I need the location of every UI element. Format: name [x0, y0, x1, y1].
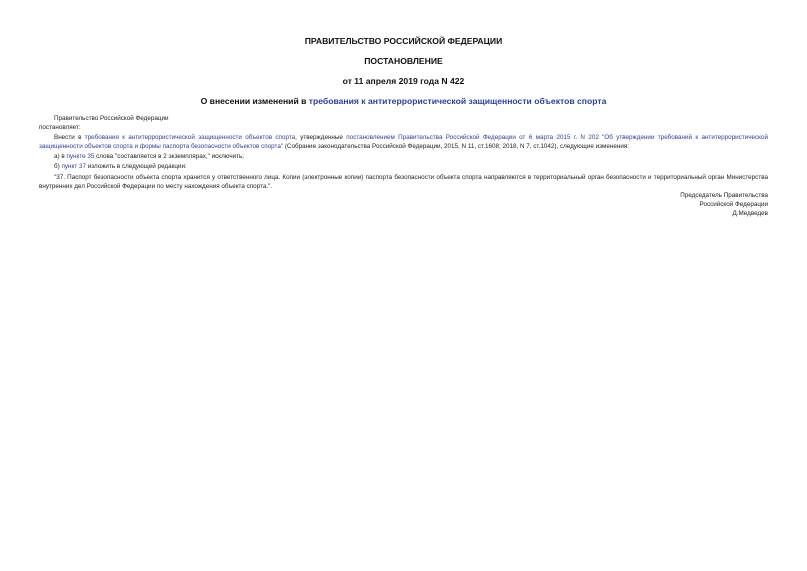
amendment-paragraph	[39, 133, 768, 151]
item-a	[39, 152, 768, 161]
government-header: ПРАВИТЕЛЬСТВО РОССИЙСКОЙ ФЕДЕРАЦИИ	[304, 36, 503, 46]
clause-37-link[interactable]: пункт 37	[61, 163, 86, 171]
document-type: ПОСТАНОВЛЕНИЕ	[364, 56, 443, 66]
clause-35-link[interactable]: пункте 35	[66, 153, 95, 161]
issuer-line: Правительство Российской Федерации	[54, 115, 169, 122]
decrees-line: постановляет:	[39, 124, 81, 132]
signature-title-2: Российской Федерации	[699, 200, 768, 208]
item-b-text-1: б)	[54, 163, 62, 171]
amend-text-3: (Собрание законодательства Российской Федерации, 2015, N 11, ст.1608; 2018, N 7, ст.1042), следующие изменения:	[283, 143, 629, 151]
signature-title-1: Председатель Правительства	[680, 191, 768, 199]
amend-text-2: , утвержденные	[295, 134, 347, 142]
amend-text-1: Внести в	[54, 134, 85, 142]
resolution-202-link[interactable]: постановлением Правительства Российской Федерации от 6 марта 2015 г. N 202 "Об утверждении требований к антитеррористической защищенности объектов спорта и формы паспорта безопасности объектов спорта"	[39, 134, 769, 151]
document-title	[0, 96, 807, 106]
document-date-number: от 11 апреля 2019 года N 422	[342, 76, 465, 86]
title-prefix: О внесении изменений в	[200, 96, 309, 106]
item-b-text-2: изложить в следующей редакции:	[85, 163, 187, 171]
item-a-text-1: а) в	[54, 153, 67, 161]
requirements-link[interactable]: требования к антитеррористической защищенности объектов спорта	[84, 134, 296, 142]
document-body	[39, 114, 768, 218]
signature-name: Д.Медведев	[732, 209, 768, 217]
title-requirements-link[interactable]: требования к антитеррористической защищенности объектов спорта	[308, 96, 607, 106]
item-b	[39, 162, 768, 171]
item-a-text-2: слова "составляется в 2 экземплярах," исключить;	[94, 153, 245, 161]
clause-37-quote: "37. Паспорт безопасности объекта спорта хранится у ответственного лица. Копии (электронные копии) паспорта безопасности объекта спорта направляются в территориальный орган безопасности и территориальный орган Министерства внутренних дел Российской Федерации по месту нахождения объекта спорта.".	[39, 173, 768, 190]
